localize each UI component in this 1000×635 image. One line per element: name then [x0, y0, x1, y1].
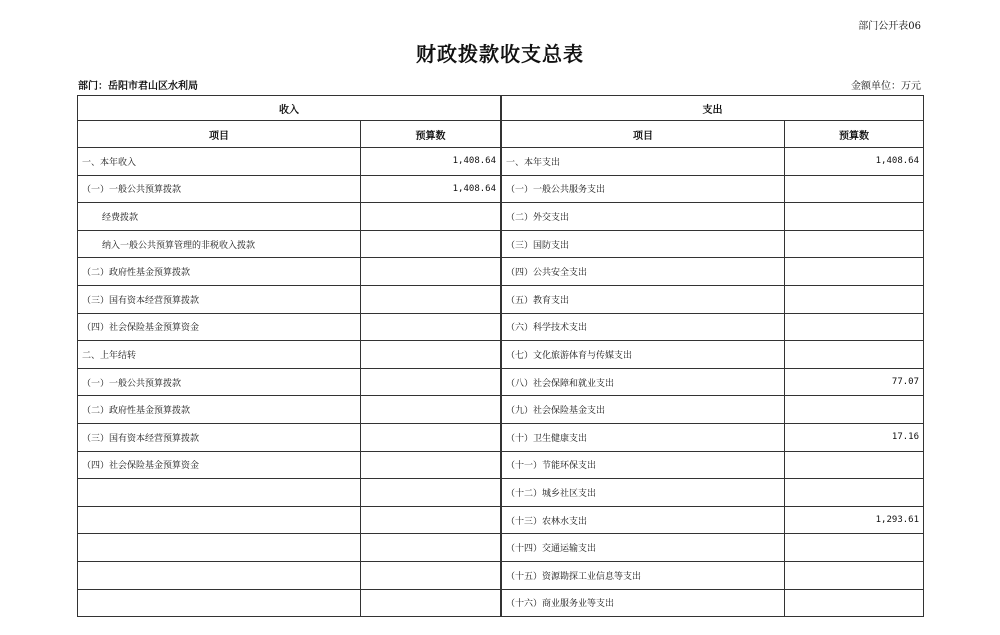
income-amount-cell [361, 534, 501, 562]
income-amount-cell [361, 313, 501, 341]
income-budget-header: 预算数 [361, 121, 501, 148]
income-amount-cell [361, 230, 501, 258]
table-row [78, 368, 924, 396]
expense-item-cell: （十五）资源勘探工业信息等支出 [502, 561, 785, 589]
income-amount-cell: 1,408.64 [361, 175, 501, 203]
expense-item-cell: （四）公共安全支出 [502, 258, 785, 286]
income-amount-cell [361, 423, 501, 451]
expense-amount-cell [785, 451, 924, 479]
table-row [78, 396, 924, 424]
department-label: 部门：岳阳市君山区水利局 [78, 81, 198, 92]
expense-item-header: 项目 [502, 121, 785, 148]
expense-amount-cell [785, 534, 924, 562]
table-row [78, 534, 924, 562]
income-item-header: 项目 [78, 121, 361, 148]
table-row [78, 175, 924, 203]
expense-item-cell: （八）社会保障和就业支出 [502, 368, 785, 396]
expense-amount-cell [785, 175, 924, 203]
income-item-cell: （四）社会保险基金预算资金 [78, 313, 361, 341]
expense-amount-cell [785, 341, 924, 369]
column-header-row [78, 121, 924, 148]
expense-amount-cell: 1,293.61 [785, 506, 924, 534]
table-row [78, 506, 924, 534]
expense-item-cell: （十）卫生健康支出 [502, 423, 785, 451]
expense-item-cell: （十二）城乡社区支出 [502, 479, 785, 507]
expense-item-cell: （五）教育支出 [502, 285, 785, 313]
expense-amount-cell [785, 230, 924, 258]
expense-item-cell: 一、本年支出 [502, 148, 785, 176]
income-amount-cell [361, 396, 501, 424]
expense-amount-cell: 77.07 [785, 368, 924, 396]
table-row [78, 313, 924, 341]
income-item-cell: （一）一般公共预算拨款 [78, 175, 361, 203]
income-item-cell [78, 561, 361, 589]
table-row [78, 479, 924, 507]
income-item-cell: 一、本年收入 [78, 148, 361, 176]
income-amount-cell [361, 285, 501, 313]
expense-item-cell: （一）一般公共服务支出 [502, 175, 785, 203]
expense-amount-cell [785, 479, 924, 507]
income-amount-cell [361, 368, 501, 396]
expense-budget-header: 预算数 [785, 121, 924, 148]
income-item-cell [78, 589, 361, 617]
expense-amount-cell: 17.16 [785, 423, 924, 451]
page-title: 财政拨款收支总表 [416, 42, 584, 66]
table-row [78, 148, 924, 176]
section-header-row [78, 96, 924, 121]
income-amount-cell [361, 258, 501, 286]
expense-item-cell: （三）国防支出 [502, 230, 785, 258]
table-row [78, 561, 924, 589]
expense-item-cell: （二）外交支出 [502, 203, 785, 231]
table-row [78, 341, 924, 369]
table-row [78, 258, 924, 286]
expense-amount-cell [785, 203, 924, 231]
expense-item-cell: （九）社会保险基金支出 [502, 396, 785, 424]
income-amount-cell [361, 203, 501, 231]
income-item-cell: （四）社会保险基金预算资金 [78, 451, 361, 479]
expense-amount-cell: 1,408.64 [785, 148, 924, 176]
expense-item-cell: （十一）节能环保支出 [502, 451, 785, 479]
expense-item-cell: （六）科学技术支出 [502, 313, 785, 341]
expense-amount-cell [785, 561, 924, 589]
expense-section-header: 支出 [502, 96, 924, 121]
form-number: 部门公开表06 [858, 21, 921, 32]
table-body [78, 148, 924, 617]
income-item-cell: （二）政府性基金预算拨款 [78, 258, 361, 286]
income-amount-cell [361, 561, 501, 589]
income-amount-cell: 1,408.64 [361, 148, 501, 176]
income-amount-cell [361, 589, 501, 617]
table-row [78, 451, 924, 479]
table-row [78, 589, 924, 617]
table-row [78, 230, 924, 258]
expense-item-cell: （十三）农林水支出 [502, 506, 785, 534]
income-item-cell: （三）国有资本经营预算拨款 [78, 423, 361, 451]
income-item-cell: （二）政府性基金预算拨款 [78, 396, 361, 424]
expense-item-cell: （七）文化旅游体育与传媒支出 [502, 341, 785, 369]
expense-amount-cell [785, 258, 924, 286]
expense-item-cell: （十六）商业服务业等支出 [502, 589, 785, 617]
income-item-cell: （三）国有资本经营预算拨款 [78, 285, 361, 313]
income-item-cell: 二、上年结转 [78, 341, 361, 369]
expense-amount-cell [785, 396, 924, 424]
expense-amount-cell [785, 285, 924, 313]
income-item-cell [78, 534, 361, 562]
table-row [78, 203, 924, 231]
income-item-cell: 纳入一般公共预算管理的非税收入拨款 [78, 230, 361, 258]
income-item-cell: （一）一般公共预算拨款 [78, 368, 361, 396]
income-amount-cell [361, 479, 501, 507]
unit-label: 金额单位：万元 [851, 81, 921, 92]
table-row [78, 285, 924, 313]
income-item-cell [78, 506, 361, 534]
expense-item-cell: （十四）交通运输支出 [502, 534, 785, 562]
income-item-cell [78, 479, 361, 507]
income-item-cell: 经费拨款 [78, 203, 361, 231]
expense-amount-cell [785, 313, 924, 341]
expense-amount-cell [785, 589, 924, 617]
income-amount-cell [361, 341, 501, 369]
budget-table [77, 95, 924, 617]
income-amount-cell [361, 506, 501, 534]
income-section-header: 收入 [78, 96, 501, 121]
income-amount-cell [361, 451, 501, 479]
table-row [78, 423, 924, 451]
